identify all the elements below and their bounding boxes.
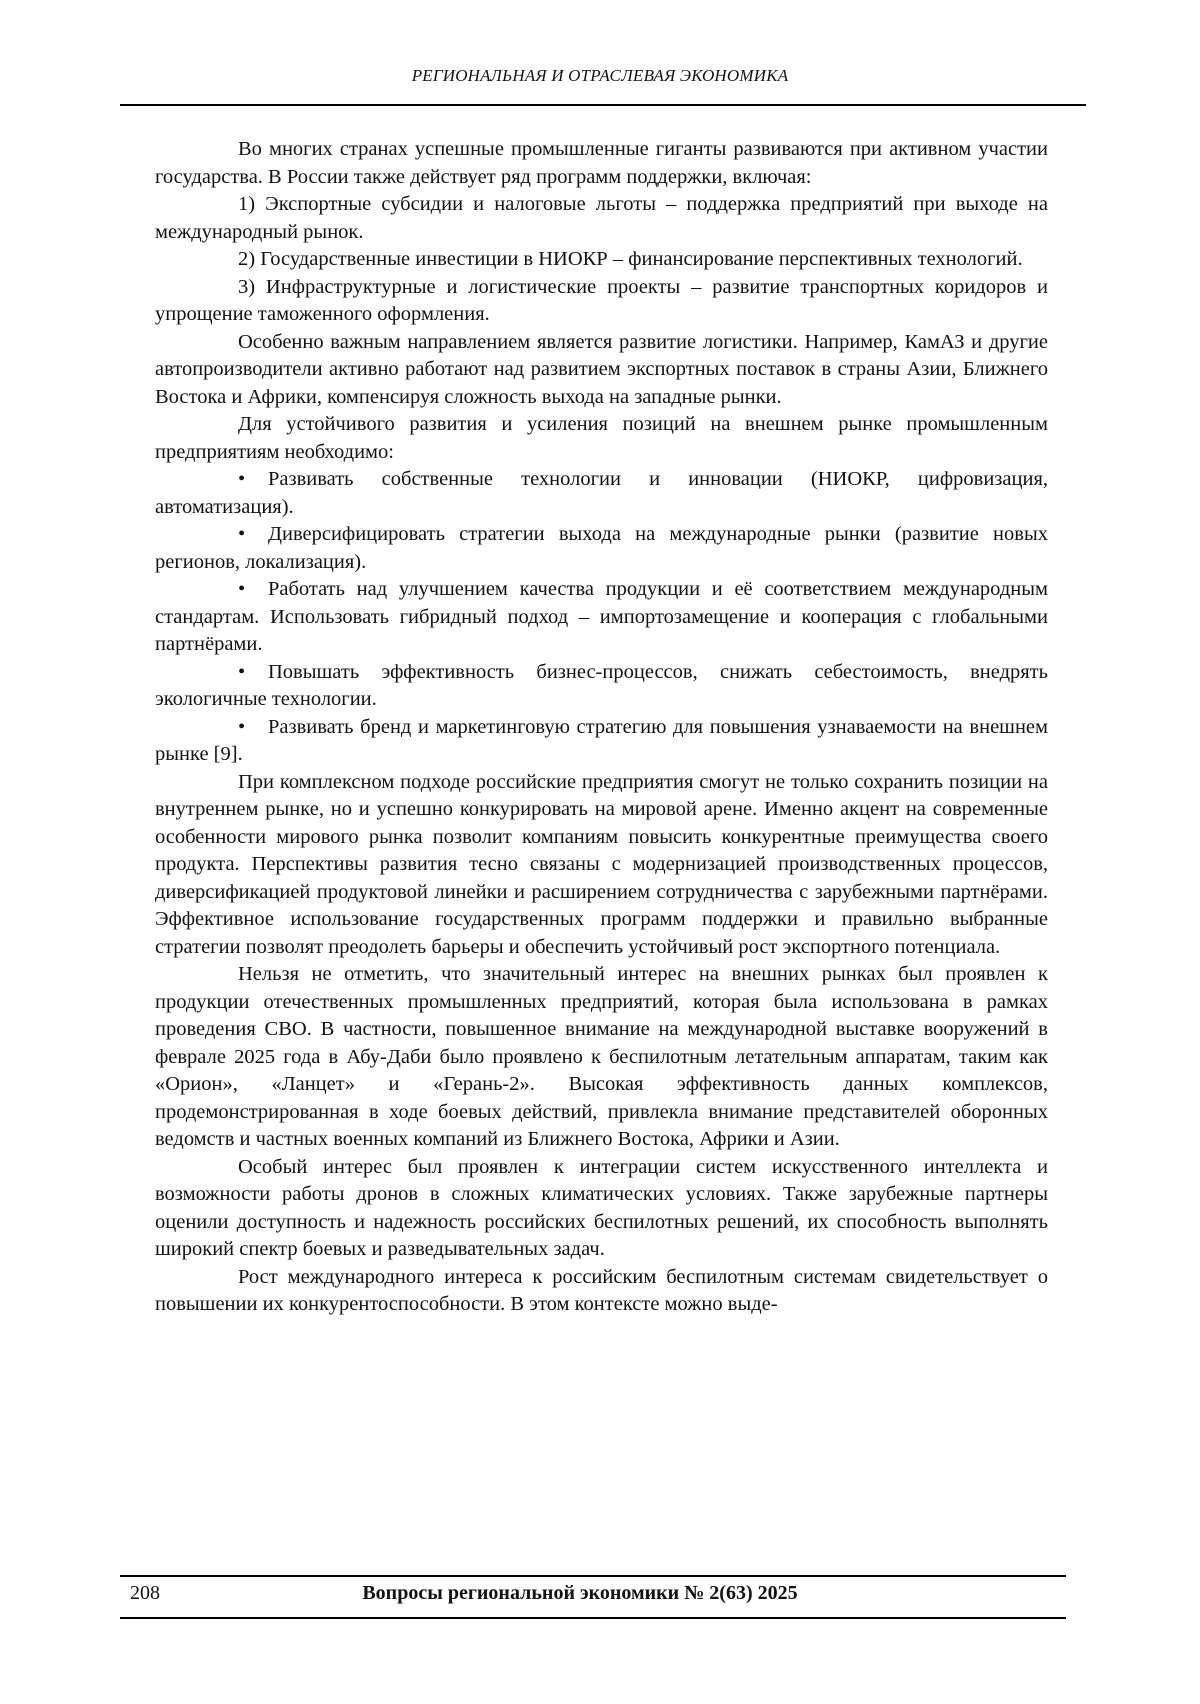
paragraph: Особый интерес был проявлен к интеграции систем искусственного интеллекта и возможности работы дронов в сложных климатических условиях. Также зарубежные партнеры оценили доступность и надежность российских беспилотных решений, их способность выполнять широкий спектр боевых и разведывательных задач. (155, 1155, 1048, 1260)
bullet-item (155, 576, 1048, 659)
bullet-text: Диверсифицировать стратегии выхода на международные рынки (развитие новых регионов, локализация). (155, 523, 1048, 573)
bullet-item (155, 714, 1048, 769)
header-rule (120, 104, 1086, 106)
page-number: 208 (130, 1582, 160, 1604)
bullet-text: Развивать бренд и маркетинговую стратегию для повышения узнаваемости на внешнем рынке [9]. (155, 715, 1048, 765)
numbered-item: 3) Инфраструктурные и логистические проекты – развитие транспортных коридоров и упрощение таможенного оформления. (155, 275, 1048, 325)
paragraph: Нельзя не отметить, что значительный интерес на внешних рынках был проявлен к продукции отечественных промышленных предприятий, которая была использована в рамках проведения СВО. В частности, повышенное внимание на международной выставке вооружений в феврале 2025 года в Абу-Даби было проявлено к беспилотным летательным аппаратам, таким как «Орион», «Ланцет» и «Герань-2». Высокая эффективность данных комплексов, продемонстрированная в ходе боевых действий, привлекла внимание представителей оборонных ведомств и частных военных компаний из Ближнего Востока, Африки и Азии. (155, 963, 1048, 1150)
paragraph: Во многих странах успешные промышленные гиганты развиваются при активном участии государства. В России также действует ряд программ поддержки, включая: (155, 138, 1048, 188)
running-head: РЕГИОНАЛЬНАЯ И ОТРАСЛЕВАЯ ЭКОНОМИКА (411, 66, 789, 85)
paragraph: При комплексном подходе российские предприятия смогут не только сохранить позиции на внутреннем рынке, но и успешно конкурировать на мировой арене. Именно акцент на современные особенности мирового рынка позволит компаниям повысить конкурентные преимущества своего продукта. Перспективы развития тесно связаны с модернизацией производственных процессов, диверсификацией продуктовой линейки и расширением сотрудничества с зарубежными партнёрами. Эффективное использование государственных программ поддержки и правильно выбранные стратегии позволят преодолеть барьеры и обеспечить устойчивый рост экспортного потенциала. (155, 770, 1048, 958)
journal-title: Вопросы региональной экономики № 2(63) 2025 (362, 1582, 798, 1604)
bullet-text: Работать над улучшением качества продукции и её соответствием международным стандартам. Использовать гибридный подход – импортозамещение и кооперация с глобальными партнёрами. (155, 578, 1048, 655)
bullet-text: Развивать собственные технологии и инновации (НИОКР, цифровизация, автоматизация). (155, 468, 1048, 518)
bullet-item (155, 521, 1048, 576)
bullet-item (155, 659, 1048, 714)
bullet-item (155, 466, 1048, 521)
bullet-icon: • (238, 523, 246, 545)
bullet-icon: • (238, 715, 246, 738)
bullet-icon: • (238, 468, 246, 490)
bullet-icon: • (238, 660, 246, 683)
footer-rule-top (120, 1575, 1066, 1577)
footer-rule-bottom (120, 1617, 1066, 1619)
paragraph: Особенно важным направлением является развитие логистики. Например, КамАЗ и другие автопроизводители активно работают над развитием экспортных поставок в страны Азии, Ближнего Востока и Африки, компенсируя сложность выхода на западные рынки. (155, 330, 1048, 408)
bullet-text: Повышать эффективность бизнес-процессов, снижать себестоимость, внедрять экологичные технологии. (155, 660, 1048, 710)
paragraph: Рост международного интереса к российским беспилотным системам свидетельствует о повышении их конкурентоспособности. В этом контексте можно выде- (155, 1265, 1048, 1315)
article-body (155, 136, 1048, 1319)
numbered-item: 1) Экспортные субсидии и налоговые льготы – поддержка предприятий при выходе на международный рынок. (155, 193, 1048, 243)
bullet-icon: • (238, 578, 246, 600)
paragraph: Для устойчивого развития и усиления позиций на внешнем рынке промышленным предприятиям необходимо: (155, 413, 1048, 463)
numbered-item: 2) Государственные инвестиции в НИОКР – финансирование перспективных технологий. (238, 248, 1023, 270)
